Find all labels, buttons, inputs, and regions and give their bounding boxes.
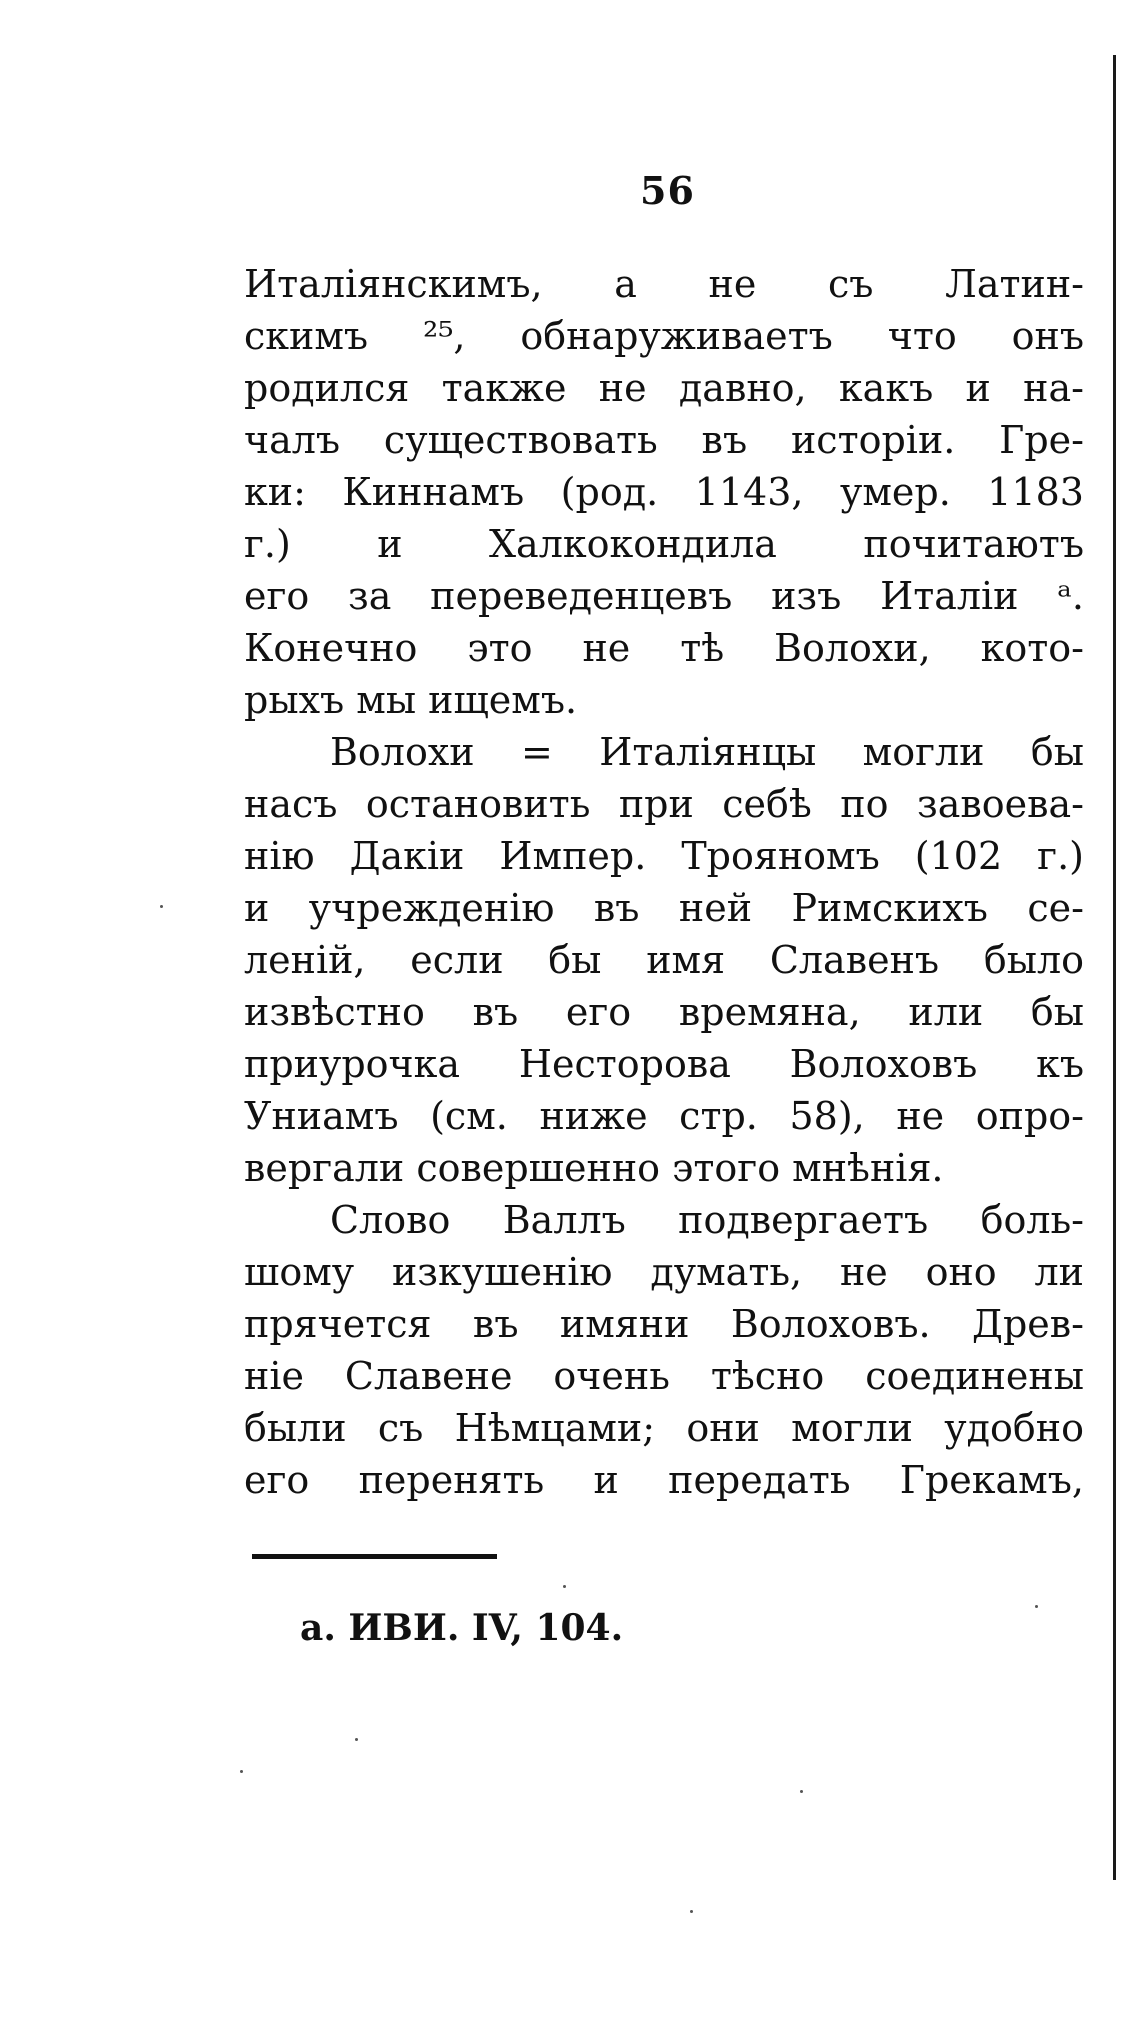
scan-speck [1035,1605,1038,1608]
footnote: a. ИВИ. IV, 104. [300,1607,624,1649]
text-line: Униамъ (см. ниже стр. 58), не опро- [244,1094,1084,1138]
scan-speck [355,1738,358,1741]
text-line: прячется въ имяни Волоховъ. Древ- [244,1302,1084,1346]
text-line: скимъ ²⁵, обнаруживаетъ что онъ [244,314,1084,358]
scan-speck [690,1910,693,1913]
text-line: насъ остановить при себѣ по завоева- [244,782,1084,826]
text-line: Слово Валлъ подвергаетъ боль- [330,1198,1084,1242]
text-line: ки: Киннамъ (род. 1143, умер. 1183 [244,470,1084,514]
body-text [244,258,1084,1506]
page-number: 56 [640,168,695,213]
footnote-rule [252,1554,497,1559]
text-line: извѣстно въ его времяна, или бы [244,990,1084,1034]
text-line: шому изкушенію думать, не оно ли [244,1250,1084,1294]
text-line: нію Дакіи Импер. Трояномъ (102 г.) [244,834,1084,878]
text-line: леній, если бы имя Славенъ было [244,938,1084,982]
scan-speck [800,1790,803,1793]
scan-speck [240,1770,243,1773]
scan-speck [563,1585,566,1588]
text-line: и учрежденію въ ней Римскихъ се- [244,886,1084,930]
text-line: Италіянскимъ, а не съ Латин- [244,262,1084,306]
page-edge-line [1113,55,1116,1880]
scan-speck [160,905,163,908]
text-line: рыхъ мы ищемъ. [244,678,578,722]
text-line: г.) и Халкокондила почитаютъ [244,522,1084,566]
text-line: родился также не давно, какъ и на- [244,366,1084,410]
text-line: Конечно это не тѣ Волохи, кото- [244,626,1084,670]
text-line: были съ Нѣмцами; они могли удобно [244,1406,1084,1450]
text-line: вергали совершенно этого мнѣнія. [244,1146,944,1190]
text-line: ніе Славене очень тѣсно соединены [244,1354,1084,1398]
text-line: его перенять и передать Грекамъ, [244,1458,1084,1502]
text-line: чалъ существовать въ исторіи. Гре- [244,418,1084,462]
text-line: приурочка Несторова Волоховъ къ [244,1042,1084,1086]
text-line: его за переведенцевъ изъ Италіи ᵃ. [244,574,1084,618]
text-line: Волохи = Италіянцы могли бы [330,730,1084,774]
